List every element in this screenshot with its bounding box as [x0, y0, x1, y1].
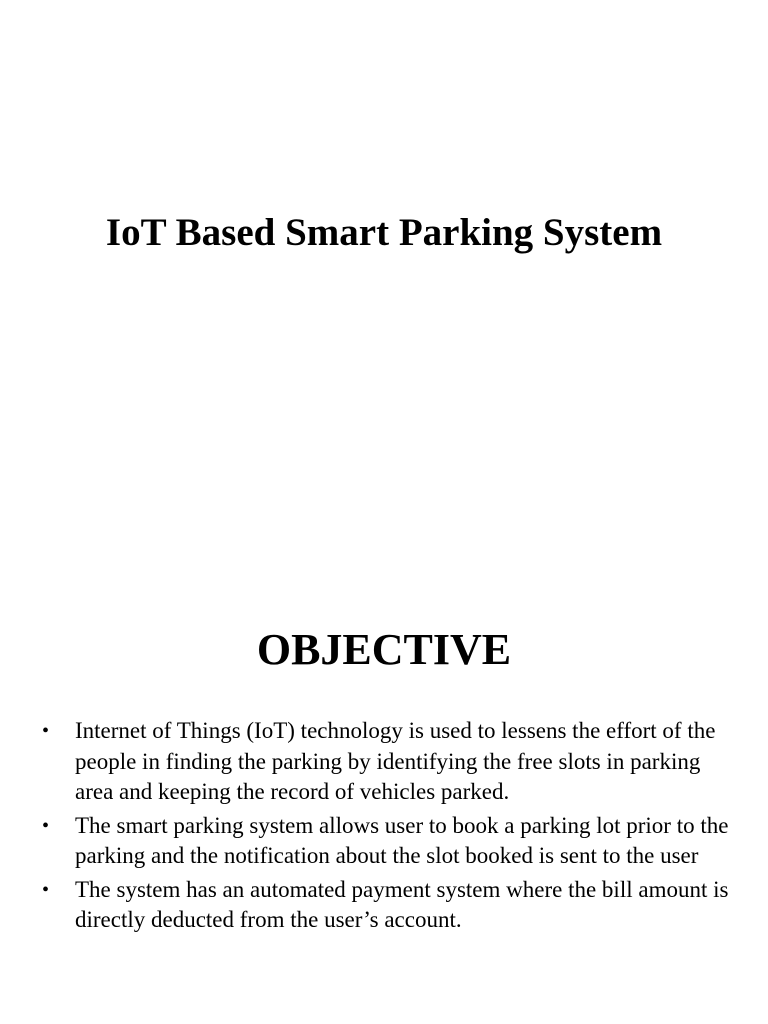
bullet-icon: • — [42, 878, 50, 901]
objective-slide — [0, 470, 768, 1024]
slide-title: IoT Based Smart Parking System — [105, 211, 663, 254]
bullet-text: The system has an automated payment system where the bill amount is directly deducted from the user’s account. — [75, 876, 729, 932]
title-slide — [0, 0, 768, 470]
section-heading: OBJECTIVE — [256, 625, 512, 674]
bullet-text: Internet of Things (IoT) technology is used to lessens the effort of the people in finding the parking by identifying the free slots in parking area and keeping the record of vehicles parked. — [75, 718, 716, 804]
bullet-icon: • — [42, 814, 50, 837]
bullet-text: The smart parking system allows user to book a parking lot prior to the parking and the notification about the slot booked is sent to the user — [75, 812, 729, 868]
bullet-icon: • — [42, 720, 50, 742]
list-item — [40, 811, 730, 872]
objective-bullet-list — [40, 716, 730, 939]
list-item — [40, 875, 730, 936]
list-item — [40, 716, 730, 808]
